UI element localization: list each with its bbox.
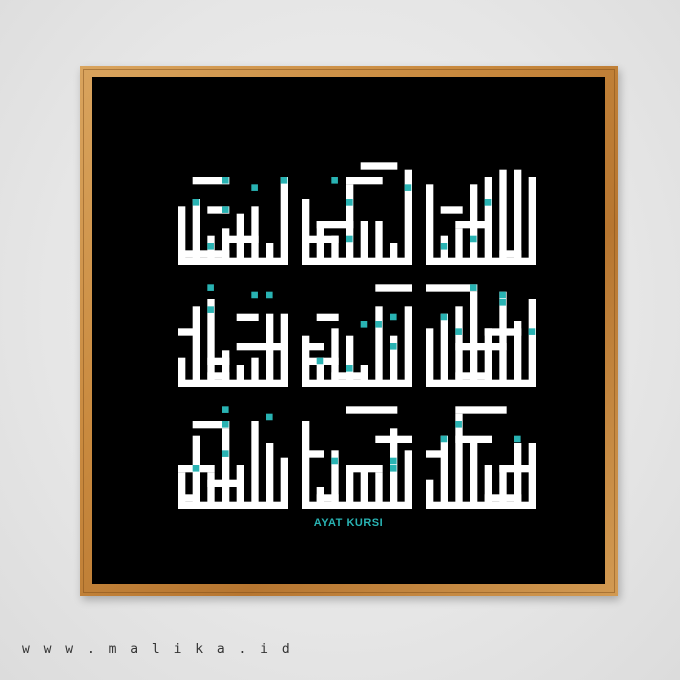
horizontal-stroke [485,494,522,501]
vertical-stroke [426,328,433,387]
teal-dot [455,421,462,428]
vertical-stroke [251,358,258,387]
teal-dot [529,328,536,335]
vertical-stroke [529,299,536,387]
vertical-stroke [529,177,536,265]
wooden-frame [80,66,618,596]
horizontal-stroke [178,494,200,501]
vertical-stroke [375,472,382,509]
teal-dot [331,177,338,184]
teal-dot [470,236,477,243]
teal-dot [281,177,288,184]
vertical-stroke [251,421,258,509]
horizontal-stroke [499,465,536,472]
horizontal-stroke [207,372,229,379]
vertical-stroke [251,206,258,265]
vertical-stroke [222,428,229,509]
vertical-stroke [499,292,506,387]
vertical-stroke [222,228,229,265]
calligraphy-panel-2 [302,162,412,265]
vertical-stroke [426,480,433,509]
horizontal-stroke [426,284,477,291]
teal-dot [346,236,353,243]
horizontal-stroke [317,494,339,501]
black-canvas [92,77,605,584]
teal-dot [251,184,258,191]
vertical-stroke [266,443,273,509]
artwork-title: AYAT KURSI [313,517,384,529]
vertical-stroke [470,443,477,509]
horizontal-stroke [455,372,492,379]
vertical-stroke [455,228,462,265]
horizontal-stroke [331,372,368,379]
teal-dot [390,314,397,321]
vertical-stroke [441,236,448,265]
vertical-stroke [405,450,412,509]
horizontal-stroke [302,236,339,243]
horizontal-stroke [237,343,288,350]
teal-dot [470,284,477,291]
horizontal-stroke [455,406,506,413]
vertical-stroke [375,221,382,265]
horizontal-stroke [178,328,200,335]
teal-dot [222,421,229,428]
horizontal-stroke [485,328,522,335]
calligraphy-panel-8 [302,406,412,509]
horizontal-stroke [455,221,492,228]
horizontal-stroke [346,177,383,184]
teal-dot [331,458,338,465]
teal-dot [390,465,397,472]
teal-dot [207,306,214,313]
teal-dot [222,406,229,413]
calligraphy-panel-7 [178,406,288,509]
teal-dot [222,206,229,213]
vertical-stroke [426,184,433,265]
teal-dot [375,321,382,328]
vertical-stroke [441,436,448,509]
horizontal-stroke [455,436,492,443]
teal-dot [193,465,200,472]
horizontal-stroke [455,343,506,350]
vertical-stroke [207,472,214,509]
horizontal-stroke [237,314,259,321]
teal-dot [485,199,492,206]
teal-dot [390,458,397,465]
teal-dot [455,328,462,335]
vertical-stroke [390,243,397,265]
horizontal-stroke [361,162,398,169]
teal-dot [346,199,353,206]
teal-dot [222,177,229,184]
horizontal-stroke [207,358,229,365]
calligraphy-panel-9 [426,406,536,509]
horizontal-stroke [375,436,412,443]
teal-dot [441,436,448,443]
teal-dot [317,358,324,365]
vertical-stroke [237,365,244,387]
vertical-stroke [266,243,273,265]
horizontal-stroke [317,221,354,228]
teal-dot [361,321,368,328]
vertical-stroke [405,170,412,265]
teal-dot [207,284,214,291]
vertical-stroke [281,177,288,265]
teal-dot [266,414,273,421]
vertical-stroke [405,306,412,387]
horizontal-stroke [499,250,521,257]
vertical-stroke [178,472,185,509]
teal-dot [499,292,506,299]
teal-dot [441,314,448,321]
teal-dot [222,450,229,457]
vertical-stroke [266,314,273,387]
horizontal-stroke [222,236,259,243]
calligraphy-panel-6 [426,284,536,387]
calligraphy-panel-3 [426,170,536,265]
vertical-stroke [178,358,185,387]
horizontal-stroke [317,314,339,321]
calligraphy-panel-5 [302,284,412,387]
horizontal-stroke [207,480,244,487]
horizontal-stroke [302,450,324,457]
vertical-stroke [222,350,229,387]
website-watermark: w w w . m a l i k a . i d [22,642,293,657]
teal-dot [266,292,273,299]
vertical-stroke [455,414,462,509]
kufic-calligraphy-artwork [92,77,605,584]
teal-dot [390,343,397,350]
teal-dot [441,243,448,250]
vertical-stroke [441,314,448,387]
horizontal-stroke [426,450,448,457]
horizontal-stroke [178,250,229,257]
teal-dot [405,184,412,191]
vertical-stroke [361,221,368,265]
horizontal-stroke [346,406,397,413]
horizontal-stroke [441,206,463,213]
vertical-stroke [529,443,536,509]
calligraphy-panel-1 [178,177,288,265]
teal-dot [346,365,353,372]
vertical-stroke [281,314,288,387]
vertical-stroke [375,306,382,387]
teal-dot [251,292,258,299]
horizontal-stroke [375,284,412,291]
vertical-stroke [485,465,492,509]
calligraphy-panel-4 [178,284,288,387]
teal-dot [193,199,200,206]
horizontal-stroke [346,465,383,472]
vertical-stroke [302,421,309,509]
teal-dot [514,436,521,443]
vertical-stroke [281,458,288,509]
vertical-stroke [302,199,309,265]
teal-dot [499,299,506,306]
vertical-stroke [193,306,200,387]
teal-dot [207,243,214,250]
horizontal-stroke [302,343,324,350]
